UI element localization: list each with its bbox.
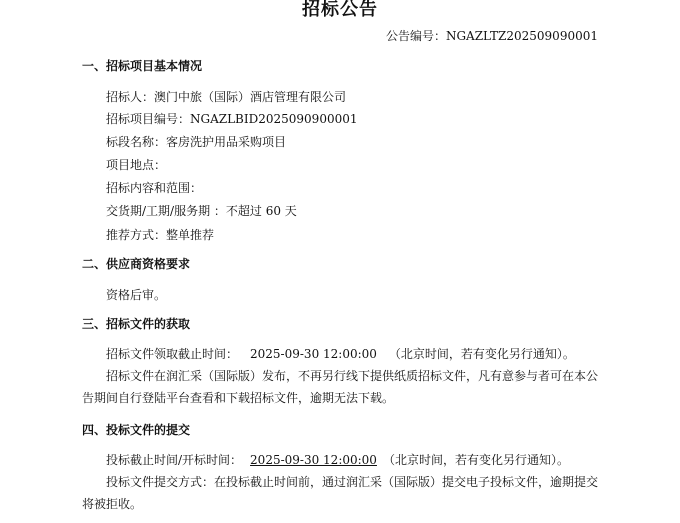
section-heading-qualification: 二、供应商资格要求 [82,257,191,271]
submission-deadline-value: 2025-09-30 12:00:00 [250,453,377,467]
submission-paragraph: 投标文件提交方式：在投标截止时间前，通过润汇采（国际版）提交电子投标文件，逾期提交将被拒收。 [82,475,599,511]
notice-number: 公告编号：NGAZLTZ202509090001 [385,29,598,43]
doc-deadline-line [106,345,575,363]
section-heading-submission: 四、投标文件的提交 [82,423,191,437]
doc-deadline-value: 2025-09-30 12:00:00 [250,347,377,361]
delivery-period: 交货期/工期/服务期 ：不超过 60 天 [106,204,297,218]
submission-deadline-label: 投标截止时间/开标时间： [106,453,243,467]
submission-deadline-note: （北京时间，若有变化另行通知）。 [382,453,569,467]
doc-deadline-note: （北京时间，若有变化另行通知）。 [388,347,575,361]
doc-acquisition-paragraph: 招标文件在润汇采（国际版）发布，不再另行线下提供纸质招标文件，凡有意参与者可在本公告期间自行登陆平台查看和下载招标文件，逾期无法下载。 [82,369,599,405]
tenderer: 招标人：澳门中旅（国际）酒店管理有限公司 [106,90,347,104]
doc-deadline-label: 招标文件领取截止时间： [106,347,239,361]
section-heading-doc-acquisition: 三、招标文件的获取 [82,317,191,331]
submission-deadline-line [106,451,569,469]
qualification-text: 资格后审。 [106,288,167,302]
recommendation-method: 推荐方式：整单推荐 [106,228,215,242]
project-location: 项目地点： [106,158,167,172]
tender-scope: 招标内容和范围： [106,181,203,195]
project-number: 招标项目编号：NGAZLBID2025090900001 [106,112,358,126]
lot-name: 标段名称：客房洗护用品采购项目 [106,135,287,149]
section-heading-basic-info: 一、招标项目基本情况 [82,59,203,73]
page-title: 招标公告 [302,0,378,20]
